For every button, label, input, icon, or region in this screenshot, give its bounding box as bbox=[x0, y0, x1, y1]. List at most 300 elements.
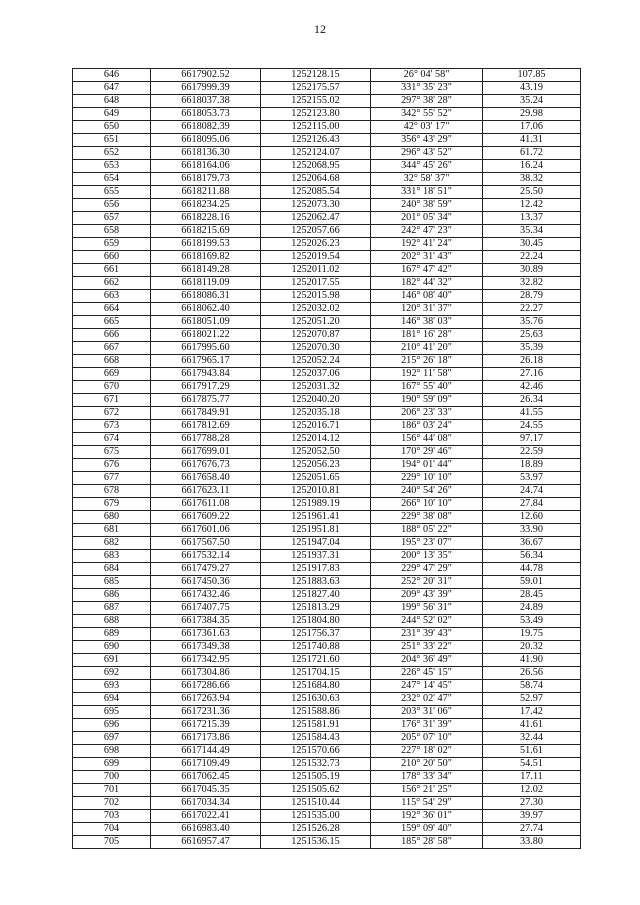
distance-cell: 22.59 bbox=[483, 446, 581, 459]
table-row bbox=[73, 212, 581, 225]
point-number-cell: 688 bbox=[73, 615, 151, 628]
x-coordinate-cell: 6617943.84 bbox=[151, 368, 261, 381]
bearing-cell: 227° 18' 02" bbox=[371, 745, 483, 758]
point-number-cell: 691 bbox=[73, 654, 151, 667]
table-row bbox=[73, 277, 581, 290]
bearing-cell: 252° 20' 31" bbox=[371, 576, 483, 589]
table-row bbox=[73, 342, 581, 355]
bearing-cell: 240° 38' 59" bbox=[371, 199, 483, 212]
y-coordinate-cell: 1252068.95 bbox=[261, 160, 371, 173]
x-coordinate-cell: 6617361.63 bbox=[151, 628, 261, 641]
bearing-cell: 159° 09' 40" bbox=[371, 823, 483, 836]
y-coordinate-cell: 1252057.66 bbox=[261, 225, 371, 238]
x-coordinate-cell: 6617432.46 bbox=[151, 589, 261, 602]
y-coordinate-cell: 1251951.81 bbox=[261, 524, 371, 537]
bearing-cell: 192° 11' 58" bbox=[371, 368, 483, 381]
table-row bbox=[73, 654, 581, 667]
distance-cell: 17.42 bbox=[483, 706, 581, 719]
y-coordinate-cell: 1252052.24 bbox=[261, 355, 371, 368]
point-number-cell: 692 bbox=[73, 667, 151, 680]
bearing-cell: 296° 43' 52" bbox=[371, 147, 483, 160]
bearing-cell: 115° 54' 29" bbox=[371, 797, 483, 810]
distance-cell: 107.85 bbox=[483, 69, 581, 82]
point-number-cell: 661 bbox=[73, 264, 151, 277]
y-coordinate-cell: 1252062.47 bbox=[261, 212, 371, 225]
x-coordinate-cell: 6617263.94 bbox=[151, 693, 261, 706]
table-row bbox=[73, 589, 581, 602]
point-number-cell: 678 bbox=[73, 485, 151, 498]
distance-cell: 30.89 bbox=[483, 264, 581, 277]
y-coordinate-cell: 1252073.30 bbox=[261, 199, 371, 212]
x-coordinate-cell: 6618234.25 bbox=[151, 199, 261, 212]
coordinates-table-body bbox=[73, 69, 581, 849]
y-coordinate-cell: 1251684.80 bbox=[261, 680, 371, 693]
y-coordinate-cell: 1252123.80 bbox=[261, 108, 371, 121]
y-coordinate-cell: 1251989.19 bbox=[261, 498, 371, 511]
point-number-cell: 654 bbox=[73, 173, 151, 186]
bearing-cell: 226° 45' 15" bbox=[371, 667, 483, 680]
point-number-cell: 698 bbox=[73, 745, 151, 758]
x-coordinate-cell: 6618228.16 bbox=[151, 212, 261, 225]
point-number-cell: 694 bbox=[73, 693, 151, 706]
distance-cell: 38.32 bbox=[483, 173, 581, 186]
y-coordinate-cell: 1252037.06 bbox=[261, 368, 371, 381]
table-row bbox=[73, 719, 581, 732]
x-coordinate-cell: 6617999.39 bbox=[151, 82, 261, 95]
point-number-cell: 702 bbox=[73, 797, 151, 810]
bearing-cell: 202° 31' 43" bbox=[371, 251, 483, 264]
table-row bbox=[73, 251, 581, 264]
bearing-cell: 210° 41' 20" bbox=[371, 342, 483, 355]
x-coordinate-cell: 6618086.31 bbox=[151, 290, 261, 303]
table-row bbox=[73, 472, 581, 485]
x-coordinate-cell: 6617349.38 bbox=[151, 641, 261, 654]
bearing-cell: 210° 20' 50" bbox=[371, 758, 483, 771]
bearing-cell: 170° 29' 46" bbox=[371, 446, 483, 459]
point-number-cell: 663 bbox=[73, 290, 151, 303]
x-coordinate-cell: 6618149.28 bbox=[151, 264, 261, 277]
y-coordinate-cell: 1251961.41 bbox=[261, 511, 371, 524]
distance-cell: 28.45 bbox=[483, 589, 581, 602]
table-row bbox=[73, 225, 581, 238]
x-coordinate-cell: 6617304.86 bbox=[151, 667, 261, 680]
table-row bbox=[73, 121, 581, 134]
y-coordinate-cell: 1252019.54 bbox=[261, 251, 371, 264]
bearing-cell: 297° 38' 28" bbox=[371, 95, 483, 108]
distance-cell: 12.42 bbox=[483, 199, 581, 212]
table-row bbox=[73, 160, 581, 173]
bearing-cell: 167° 55' 40" bbox=[371, 381, 483, 394]
bearing-cell: 251° 33' 22" bbox=[371, 641, 483, 654]
x-coordinate-cell: 6617342.95 bbox=[151, 654, 261, 667]
x-coordinate-cell: 6617623.11 bbox=[151, 485, 261, 498]
point-number-cell: 677 bbox=[73, 472, 151, 485]
bearing-cell: 26° 04' 58" bbox=[371, 69, 483, 82]
distance-cell: 61.72 bbox=[483, 147, 581, 160]
point-number-cell: 669 bbox=[73, 368, 151, 381]
y-coordinate-cell: 1252128.15 bbox=[261, 69, 371, 82]
distance-cell: 56.34 bbox=[483, 550, 581, 563]
point-number-cell: 665 bbox=[73, 316, 151, 329]
bearing-cell: 156° 44' 08" bbox=[371, 433, 483, 446]
point-number-cell: 660 bbox=[73, 251, 151, 264]
distance-cell: 32.82 bbox=[483, 277, 581, 290]
point-number-cell: 690 bbox=[73, 641, 151, 654]
table-row bbox=[73, 69, 581, 82]
bearing-cell: 244° 52' 02" bbox=[371, 615, 483, 628]
point-number-cell: 704 bbox=[73, 823, 151, 836]
table-row bbox=[73, 199, 581, 212]
x-coordinate-cell: 6617532.14 bbox=[151, 550, 261, 563]
point-number-cell: 670 bbox=[73, 381, 151, 394]
y-coordinate-cell: 1252126.43 bbox=[261, 134, 371, 147]
point-number-cell: 672 bbox=[73, 407, 151, 420]
table-row bbox=[73, 797, 581, 810]
y-coordinate-cell: 1252064.68 bbox=[261, 173, 371, 186]
x-coordinate-cell: 6618199.53 bbox=[151, 238, 261, 251]
distance-cell: 26.18 bbox=[483, 355, 581, 368]
table-row bbox=[73, 836, 581, 849]
table-row bbox=[73, 368, 581, 381]
x-coordinate-cell: 6617384.35 bbox=[151, 615, 261, 628]
bearing-cell: 266° 10' 10" bbox=[371, 498, 483, 511]
distance-cell: 51.61 bbox=[483, 745, 581, 758]
distance-cell: 22.24 bbox=[483, 251, 581, 264]
bearing-cell: 120° 31' 37" bbox=[371, 303, 483, 316]
point-number-cell: 685 bbox=[73, 576, 151, 589]
x-coordinate-cell: 6617609.22 bbox=[151, 511, 261, 524]
distance-cell: 24.55 bbox=[483, 420, 581, 433]
bearing-cell: 194° 01' 44" bbox=[371, 459, 483, 472]
distance-cell: 59.01 bbox=[483, 576, 581, 589]
point-number-cell: 662 bbox=[73, 277, 151, 290]
y-coordinate-cell: 1251947.04 bbox=[261, 537, 371, 550]
table-row bbox=[73, 628, 581, 641]
x-coordinate-cell: 6617479.27 bbox=[151, 563, 261, 576]
bearing-cell: 32° 58' 37" bbox=[371, 173, 483, 186]
distance-cell: 41.31 bbox=[483, 134, 581, 147]
point-number-cell: 649 bbox=[73, 108, 151, 121]
table-row bbox=[73, 550, 581, 563]
bearing-cell: 331° 18' 51" bbox=[371, 186, 483, 199]
x-coordinate-cell: 6616957.47 bbox=[151, 836, 261, 849]
point-number-cell: 650 bbox=[73, 121, 151, 134]
distance-cell: 24.89 bbox=[483, 602, 581, 615]
point-number-cell: 658 bbox=[73, 225, 151, 238]
distance-cell: 33.80 bbox=[483, 836, 581, 849]
table-row bbox=[73, 732, 581, 745]
x-coordinate-cell: 6618164.06 bbox=[151, 160, 261, 173]
y-coordinate-cell: 1252017.55 bbox=[261, 277, 371, 290]
point-number-cell: 682 bbox=[73, 537, 151, 550]
distance-cell: 12.60 bbox=[483, 511, 581, 524]
bearing-cell: 232° 02' 47" bbox=[371, 693, 483, 706]
x-coordinate-cell: 6617812.69 bbox=[151, 420, 261, 433]
distance-cell: 41.55 bbox=[483, 407, 581, 420]
x-coordinate-cell: 6618062.40 bbox=[151, 303, 261, 316]
point-number-cell: 659 bbox=[73, 238, 151, 251]
bearing-cell: 188° 05' 22" bbox=[371, 524, 483, 537]
distance-cell: 41.90 bbox=[483, 654, 581, 667]
x-coordinate-cell: 6618119.09 bbox=[151, 277, 261, 290]
y-coordinate-cell: 1252115.00 bbox=[261, 121, 371, 134]
distance-cell: 43.19 bbox=[483, 82, 581, 95]
y-coordinate-cell: 1251740.88 bbox=[261, 641, 371, 654]
bearing-cell: 204° 36' 49" bbox=[371, 654, 483, 667]
distance-cell: 24.74 bbox=[483, 485, 581, 498]
y-coordinate-cell: 1251581.91 bbox=[261, 719, 371, 732]
point-number-cell: 700 bbox=[73, 771, 151, 784]
table-row bbox=[73, 329, 581, 342]
distance-cell: 20.32 bbox=[483, 641, 581, 654]
y-coordinate-cell: 1252085.54 bbox=[261, 186, 371, 199]
y-coordinate-cell: 1251535.00 bbox=[261, 810, 371, 823]
distance-cell: 35.24 bbox=[483, 95, 581, 108]
point-number-cell: 697 bbox=[73, 732, 151, 745]
point-number-cell: 652 bbox=[73, 147, 151, 160]
table-row bbox=[73, 667, 581, 680]
y-coordinate-cell: 1252011.02 bbox=[261, 264, 371, 277]
x-coordinate-cell: 6618211.88 bbox=[151, 186, 261, 199]
y-coordinate-cell: 1252155.02 bbox=[261, 95, 371, 108]
table-row bbox=[73, 420, 581, 433]
bearing-cell: 229° 10' 10" bbox=[371, 472, 483, 485]
x-coordinate-cell: 6617567.50 bbox=[151, 537, 261, 550]
table-row bbox=[73, 693, 581, 706]
distance-cell: 35.34 bbox=[483, 225, 581, 238]
table-row bbox=[73, 511, 581, 524]
x-coordinate-cell: 6617173.86 bbox=[151, 732, 261, 745]
distance-cell: 27.74 bbox=[483, 823, 581, 836]
y-coordinate-cell: 1251526.28 bbox=[261, 823, 371, 836]
bearing-cell: 199° 56' 31" bbox=[371, 602, 483, 615]
point-number-cell: 646 bbox=[73, 69, 151, 82]
x-coordinate-cell: 6618051.09 bbox=[151, 316, 261, 329]
point-number-cell: 681 bbox=[73, 524, 151, 537]
bearing-cell: 146° 38' 03" bbox=[371, 316, 483, 329]
point-number-cell: 683 bbox=[73, 550, 151, 563]
bearing-cell: 190° 59' 09" bbox=[371, 394, 483, 407]
x-coordinate-cell: 6617965.17 bbox=[151, 355, 261, 368]
y-coordinate-cell: 1251505.19 bbox=[261, 771, 371, 784]
y-coordinate-cell: 1252070.30 bbox=[261, 342, 371, 355]
table-row bbox=[73, 290, 581, 303]
x-coordinate-cell: 6617995.60 bbox=[151, 342, 261, 355]
distance-cell: 35.76 bbox=[483, 316, 581, 329]
x-coordinate-cell: 6617611.08 bbox=[151, 498, 261, 511]
table-row bbox=[73, 147, 581, 160]
point-number-cell: 655 bbox=[73, 186, 151, 199]
distance-cell: 53.49 bbox=[483, 615, 581, 628]
table-row bbox=[73, 407, 581, 420]
y-coordinate-cell: 1251721.60 bbox=[261, 654, 371, 667]
table-row bbox=[73, 771, 581, 784]
x-coordinate-cell: 6618169.82 bbox=[151, 251, 261, 264]
y-coordinate-cell: 1251630.63 bbox=[261, 693, 371, 706]
distance-cell: 18.89 bbox=[483, 459, 581, 472]
table-row bbox=[73, 446, 581, 459]
point-number-cell: 668 bbox=[73, 355, 151, 368]
y-coordinate-cell: 1252051.65 bbox=[261, 472, 371, 485]
page-number: 12 bbox=[314, 22, 326, 36]
x-coordinate-cell: 6617601.06 bbox=[151, 524, 261, 537]
x-coordinate-cell: 6617902.52 bbox=[151, 69, 261, 82]
table-row bbox=[73, 303, 581, 316]
distance-cell: 22.27 bbox=[483, 303, 581, 316]
table-row bbox=[73, 537, 581, 550]
bearing-cell: 229° 47' 29" bbox=[371, 563, 483, 576]
y-coordinate-cell: 1251510.44 bbox=[261, 797, 371, 810]
y-coordinate-cell: 1252010.81 bbox=[261, 485, 371, 498]
y-coordinate-cell: 1251804.80 bbox=[261, 615, 371, 628]
table-row bbox=[73, 316, 581, 329]
bearing-cell: 215° 26' 18" bbox=[371, 355, 483, 368]
bearing-cell: 186° 03' 24" bbox=[371, 420, 483, 433]
table-row bbox=[73, 238, 581, 251]
y-coordinate-cell: 1251532.73 bbox=[261, 758, 371, 771]
x-coordinate-cell: 6617407.75 bbox=[151, 602, 261, 615]
x-coordinate-cell: 6618215.69 bbox=[151, 225, 261, 238]
coordinates-table bbox=[72, 68, 581, 849]
distance-cell: 26.56 bbox=[483, 667, 581, 680]
distance-cell: 12.02 bbox=[483, 784, 581, 797]
distance-cell: 30.45 bbox=[483, 238, 581, 251]
x-coordinate-cell: 6617699.01 bbox=[151, 446, 261, 459]
point-number-cell: 667 bbox=[73, 342, 151, 355]
point-number-cell: 647 bbox=[73, 82, 151, 95]
distance-cell: 29.98 bbox=[483, 108, 581, 121]
bearing-cell: 229° 38' 08" bbox=[371, 511, 483, 524]
distance-cell: 41.61 bbox=[483, 719, 581, 732]
x-coordinate-cell: 6617022.41 bbox=[151, 810, 261, 823]
x-coordinate-cell: 6617788.28 bbox=[151, 433, 261, 446]
table-row bbox=[73, 264, 581, 277]
y-coordinate-cell: 1252175.57 bbox=[261, 82, 371, 95]
table-row bbox=[73, 498, 581, 511]
y-coordinate-cell: 1251937.31 bbox=[261, 550, 371, 563]
table-row bbox=[73, 615, 581, 628]
y-coordinate-cell: 1251584.43 bbox=[261, 732, 371, 745]
distance-cell: 36.67 bbox=[483, 537, 581, 550]
bearing-cell: 195° 23' 07" bbox=[371, 537, 483, 550]
bearing-cell: 182° 44' 32" bbox=[371, 277, 483, 290]
x-coordinate-cell: 6618136.30 bbox=[151, 147, 261, 160]
point-number-cell: 680 bbox=[73, 511, 151, 524]
distance-cell: 42.46 bbox=[483, 381, 581, 394]
distance-cell: 35.39 bbox=[483, 342, 581, 355]
table-row bbox=[73, 95, 581, 108]
distance-cell: 33.90 bbox=[483, 524, 581, 537]
x-coordinate-cell: 6618179.73 bbox=[151, 173, 261, 186]
bearing-cell: 344° 45' 26" bbox=[371, 160, 483, 173]
table-row bbox=[73, 745, 581, 758]
bearing-cell: 209° 43' 39" bbox=[371, 589, 483, 602]
table-row bbox=[73, 485, 581, 498]
distance-cell: 53.97 bbox=[483, 472, 581, 485]
point-number-cell: 653 bbox=[73, 160, 151, 173]
x-coordinate-cell: 6617917.29 bbox=[151, 381, 261, 394]
x-coordinate-cell: 6618082.39 bbox=[151, 121, 261, 134]
y-coordinate-cell: 1252026.23 bbox=[261, 238, 371, 251]
y-coordinate-cell: 1251917.83 bbox=[261, 563, 371, 576]
point-number-cell: 656 bbox=[73, 199, 151, 212]
distance-cell: 97.17 bbox=[483, 433, 581, 446]
y-coordinate-cell: 1251813.29 bbox=[261, 602, 371, 615]
y-coordinate-cell: 1251570.66 bbox=[261, 745, 371, 758]
y-coordinate-cell: 1252051.20 bbox=[261, 316, 371, 329]
distance-cell: 17.06 bbox=[483, 121, 581, 134]
y-coordinate-cell: 1252016.71 bbox=[261, 420, 371, 433]
bearing-cell: 240° 54' 26" bbox=[371, 485, 483, 498]
bearing-cell: 178° 33' 34" bbox=[371, 771, 483, 784]
point-number-cell: 675 bbox=[73, 446, 151, 459]
point-number-cell: 687 bbox=[73, 602, 151, 615]
distance-cell: 54.51 bbox=[483, 758, 581, 771]
bearing-cell: 192° 36' 01" bbox=[371, 810, 483, 823]
x-coordinate-cell: 6617144.49 bbox=[151, 745, 261, 758]
bearing-cell: 242° 47' 23" bbox=[371, 225, 483, 238]
point-number-cell: 689 bbox=[73, 628, 151, 641]
table-row bbox=[73, 433, 581, 446]
distance-cell: 58.74 bbox=[483, 680, 581, 693]
y-coordinate-cell: 1251704.15 bbox=[261, 667, 371, 680]
x-coordinate-cell: 6617875.77 bbox=[151, 394, 261, 407]
point-number-cell: 671 bbox=[73, 394, 151, 407]
point-number-cell: 657 bbox=[73, 212, 151, 225]
table-row bbox=[73, 641, 581, 654]
point-number-cell: 666 bbox=[73, 329, 151, 342]
table-row bbox=[73, 459, 581, 472]
y-coordinate-cell: 1252032.02 bbox=[261, 303, 371, 316]
bearing-cell: 185° 28' 58" bbox=[371, 836, 483, 849]
x-coordinate-cell: 6617450.36 bbox=[151, 576, 261, 589]
point-number-cell: 679 bbox=[73, 498, 151, 511]
bearing-cell: 181° 16' 28" bbox=[371, 329, 483, 342]
table-row bbox=[73, 784, 581, 797]
table-row bbox=[73, 355, 581, 368]
table-row bbox=[73, 823, 581, 836]
point-number-cell: 684 bbox=[73, 563, 151, 576]
bearing-cell: 156° 21' 25" bbox=[371, 784, 483, 797]
y-coordinate-cell: 1252014.12 bbox=[261, 433, 371, 446]
bearing-cell: 331° 35' 23" bbox=[371, 82, 483, 95]
distance-cell: 16.24 bbox=[483, 160, 581, 173]
y-coordinate-cell: 1252035.18 bbox=[261, 407, 371, 420]
distance-cell: 27.30 bbox=[483, 797, 581, 810]
point-number-cell: 664 bbox=[73, 303, 151, 316]
bearing-cell: 201° 05' 34" bbox=[371, 212, 483, 225]
point-number-cell: 686 bbox=[73, 589, 151, 602]
table-row bbox=[73, 563, 581, 576]
distance-cell: 19.75 bbox=[483, 628, 581, 641]
table-row bbox=[73, 381, 581, 394]
y-coordinate-cell: 1251756.37 bbox=[261, 628, 371, 641]
bearing-cell: 42° 03' 17" bbox=[371, 121, 483, 134]
table-row bbox=[73, 186, 581, 199]
bearing-cell: 247° 14' 45" bbox=[371, 680, 483, 693]
point-number-cell: 705 bbox=[73, 836, 151, 849]
table-row bbox=[73, 108, 581, 121]
distance-cell: 26.34 bbox=[483, 394, 581, 407]
distance-cell: 32.44 bbox=[483, 732, 581, 745]
bearing-cell: 206° 23' 33" bbox=[371, 407, 483, 420]
point-number-cell: 648 bbox=[73, 95, 151, 108]
table-row bbox=[73, 394, 581, 407]
y-coordinate-cell: 1252056.23 bbox=[261, 459, 371, 472]
distance-cell: 17.11 bbox=[483, 771, 581, 784]
table-row bbox=[73, 706, 581, 719]
table-row bbox=[73, 810, 581, 823]
